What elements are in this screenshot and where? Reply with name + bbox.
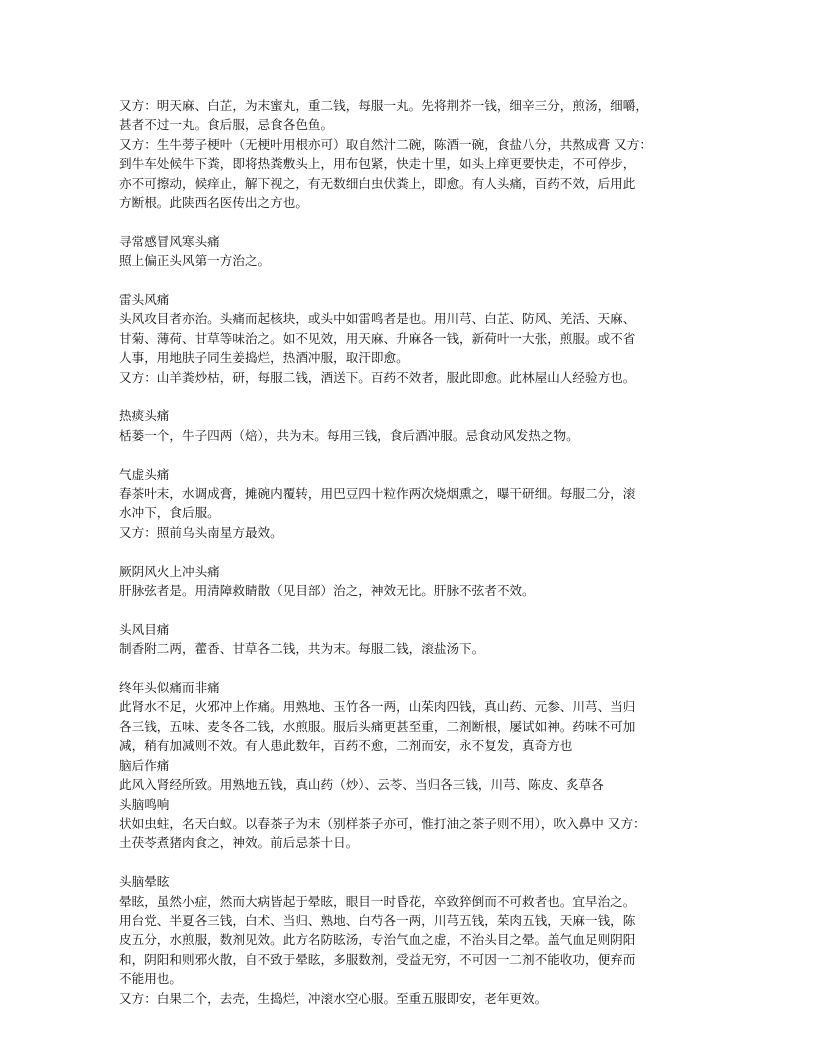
text-line: 又方：照前乌头南星方最效。 [119,524,283,540]
text-line: 头风攻目者亦治。头痛而起核块，或头中如雷鸣者是也。用川芎、白芷、防风、羌活、天麻、 [119,311,636,327]
text-line: 气虚头痛 [119,466,170,482]
text-line: 状如虫蛀，名天白蚁。以春茶子为末（别样茶子亦可，惟打油之茶子则不用），吹入鼻中 又方： [119,815,646,831]
text-line: 人事，用地肤子同生姜捣烂，热酒冲服，取汗即愈。 [119,350,409,366]
text-line: 不能用也。 [119,971,182,987]
text-line: 甚者不过一丸。食后服，忌食各色鱼。 [119,117,334,133]
blank-line [119,271,704,290]
text-line: 又方：明天麻、白芷，为末蜜丸，重二钱，每服一丸。先将荆芥一钱，细辛三分，煎汤，细嚼， [119,98,648,113]
text-line: 水冲下，食后服。 [119,505,220,521]
text-line: 晕眩，虽然小症，然而大病皆起于晕眩，眼目一时昏花，卒致猝倒而不可救者也。宜早治之。 [119,893,636,909]
text-line: 制香附二两，藿香、甘草各二钱，共为末。每服二钱，滚盐汤下。 [119,641,485,657]
blank-line [119,212,704,231]
text-line: 又方：山羊粪炒枯，研，每服二钱，酒送下。百药不效者，服此即愈。此林屋山人经验方也。 [119,369,636,385]
document-page [119,96,704,1008]
text-line: 又方：生牛蒡子梗叶（无梗叶用根亦可）取自然汁二碗，陈酒一碗，食盐八分，共熬成膏 又方： [119,136,652,152]
text-line: 此风入肾经所致。用熟地五钱，真山药（炒）、云苓、当归各三钱，川芎、陈皮、炙草各 [119,777,604,793]
text-line: 皮五分，水煎服，数剂见效。此方名防眩汤，专治气血之虚，不治头目之晕。盖气血足则阴阳 [119,932,636,948]
blank-line [119,600,704,619]
text-line: 亦不可擦动，候痒止，解下视之，有无数细白虫伏粪上，即愈。有人头痛，百药不效，后用此 [119,175,636,191]
text-line: 寻常感冒风寒头痛 [119,233,220,249]
text-line: 热痰头痛 [119,408,170,424]
text-line: 方断根。此陕西名医传出之方也。 [119,195,308,211]
text-line: 脑后作痛 [119,757,170,773]
text-line: 厥阴风火上冲头痛 [119,563,220,579]
blank-line [119,659,704,678]
text-line: 土茯苓煮猪肉食之，神效。前后忌茶十日。 [119,835,359,851]
text-line: 减，稍有加减则不效。有人患此数年，百药不愈，二剂而安，永不复发，真奇方也 [119,738,573,754]
text-line: 又方：白果二个，去壳，生捣烂，冲滚水空心服。至重五服即安，老年更效。 [119,990,548,1006]
text-line: 头脑晕眩 [119,874,170,890]
text-line: 照上偏正头风第一方治之。 [119,253,271,269]
text-line: 栝蒌一个，牛子四两（焙），共为末。每用三钱，食后酒冲服。忌食动风发热之物。 [119,427,579,443]
text-line: 用台党、半夏各三钱，白术、当归、熟地、白芍各一两，川芎五钱，茱肉五钱，天麻一钱，陈 [119,912,636,928]
blank-line [119,445,704,464]
text-line: 肝脉弦者是。用清障救睛散（见目部）治之，神效无比。肝脉不弦者不效。 [119,583,535,599]
text-line: 到牛车处候牛下粪，即将热粪敷头上，用布包紧，快走十里，如头上痒更要快走，不可停步， [119,156,636,172]
text-line: 头脑鸣响 [119,796,170,812]
blank-line [119,853,704,872]
text-line: 和，阴阳和则邪火散，自不致于晕眩，多服数剂，受益无穷，不可因一二剂不能收功，便弃而 [119,951,636,967]
blank-line [119,542,704,561]
text-line: 各三钱，五味、麦冬各二钱，水煎服。服后头痛更甚至重，二剂断根，屡试如神。药味不可加 [119,718,636,734]
text-line: 头风目痛 [119,621,170,637]
text-line: 终年头似痛而非痛 [119,680,220,696]
text-line: 此肾水不足，火邪冲上作痛。用熟地、玉竹各一两，山茱肉四钱，真山药、元参、川芎、当归 [119,699,636,715]
text-line: 甘菊、薄荷、甘草等味治之。如不见效，用天麻、升麻各一钱，新荷叶一大张，煎服。或不省 [119,330,636,346]
text-line: 春茶叶末，水调成膏，摊碗内覆转，用巴豆四十粒作两次烧烟熏之，曝干研细。每服二分，滚 [119,486,636,502]
blank-line [119,387,704,406]
text-line: 雷头风痛 [119,292,170,308]
